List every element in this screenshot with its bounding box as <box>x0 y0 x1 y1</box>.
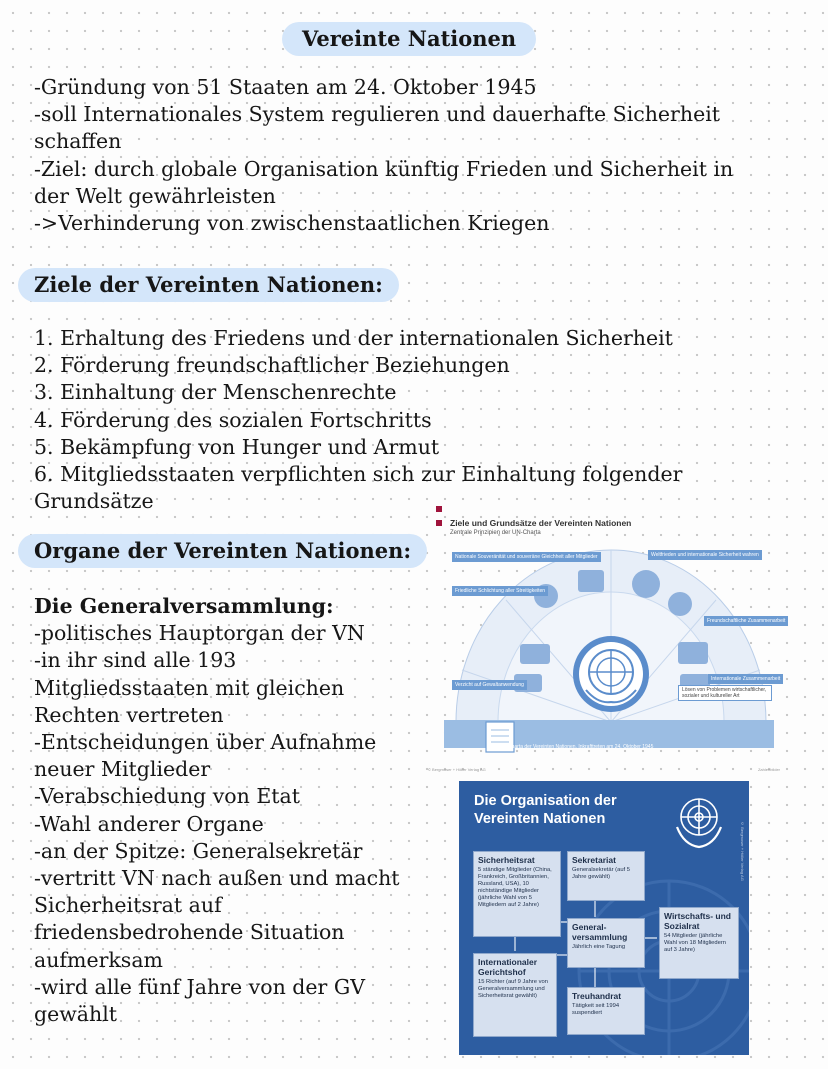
page-title: Vereinte Nationen <box>282 22 536 56</box>
ga-line: friedensbedrohende Situation <box>34 920 345 945</box>
goals-list <box>34 325 682 515</box>
box-heading: General-versammlung <box>572 922 628 942</box>
box-generalversammlung <box>567 918 645 968</box>
ga-line: Mitgliedsstaaten mit gleichen <box>34 675 345 700</box>
general-assembly-heading: Die Generalversammlung: <box>34 594 334 618</box>
figure-subtitle: Zentrale Prinzipien der UN-Charta <box>450 530 541 536</box>
box-body: 54 Mitglieder (jährliche Wahl von 18 Mitgliedern auf 3 Jahre) <box>664 933 726 953</box>
principle-label: Internationale Zusammenarbeit <box>708 674 783 684</box>
box-sekretariat <box>567 851 645 901</box>
figure-credit: © Bergmoser + Höller Verlag AG <box>428 767 486 772</box>
goal-item: 6. Mitgliedsstaaten verpflichten sich zur Einhaltung folgender <box>34 462 683 487</box>
goal-item: 5. Bekämpfung von Hunger und Armut <box>34 434 440 459</box>
box-body: Jährlich eine Tagung <box>572 944 626 950</box>
box-wirtschafts-und-sozialrat <box>659 907 739 979</box>
ga-line: -Wahl anderer Organe <box>34 811 264 836</box>
ga-line: -vertritt VN nach außen und macht <box>34 866 400 891</box>
box-body: 5 ständige Mitglieder (China, Frankreich, Großbritannien, Russland, USA), 10 nichtständige Mitglieder (jährliche Wahl von 5 Mitgliedern auf 2 Jahre) <box>478 867 552 908</box>
ga-line: -Verabschiedung von Etat <box>34 784 300 809</box>
un-principles-figure <box>428 504 786 774</box>
box-treuhandrat <box>567 987 645 1035</box>
box-body: Tätigkeit seit 1994 suspendiert <box>572 1003 620 1016</box>
goal-item: 3. Einhaltung der Menschenrechte <box>34 380 397 405</box>
box-heading: Sekretariat <box>572 855 616 865</box>
principle-sublabel: Lösen von Problemen wirtschaftlicher, sozialer und kultureller Art <box>678 685 772 701</box>
ga-line: Sicherheitsrat auf <box>34 893 222 918</box>
intro-line: der Welt gewährleisten <box>34 183 276 208</box>
general-assembly-section <box>34 593 400 1028</box>
principle-label: Nationale Souveränität und souveräne Gleichheit aller Mitglieder <box>452 552 601 562</box>
box-heading: Sicherheitsrat <box>478 855 535 865</box>
ga-line: neuer Mitglieder <box>34 757 211 782</box>
organisation-title-line: Die Organisation der <box>474 793 617 809</box>
intro-line: -soll Internationales System regulieren und dauerhafte Sicherheit <box>34 102 720 127</box>
charter-label: Charta der Vereinten Nationen, Inkrafttreten am 24. Oktober 1945 <box>508 744 654 750</box>
intro-line: schaffen <box>34 129 122 154</box>
box-body: Generalsekretär (auf 5 Jahre gewählt) <box>572 867 630 880</box>
intro-line: ->Verhinderung von zwischenstaatlichen Kriegen <box>34 211 550 236</box>
principle-label: Freundschaftliche Zusammenarbeit <box>704 616 788 626</box>
organisation-title-line: Vereinten Nationen <box>474 811 606 827</box>
charter-book-illustration <box>482 716 522 756</box>
organs-heading: Organe der Vereinten Nationen: <box>18 534 427 568</box>
ga-line: -wird alle fünf Jahre von der GV <box>34 974 366 999</box>
intro-line: -Ziel: durch globale Organisation künftig Frieden und Sicherheit in <box>34 156 734 181</box>
ga-line: -Entscheidungen über Aufnahme <box>34 730 377 755</box>
ga-line: aufmerksam <box>34 947 163 972</box>
goal-item: 2. Förderung freundschaftlicher Beziehungen <box>34 353 510 378</box>
ga-line: Rechten vertreten <box>34 702 224 727</box>
intro-text <box>34 74 733 237</box>
ga-line: -an der Spitze: Generalsekretär <box>34 838 363 863</box>
figure-credit-right: Zahlenbilder <box>757 767 780 772</box>
intro-line: -Gründung von 51 Staaten am 24. Oktober 1945 <box>34 75 537 99</box>
goal-item: 1. Erhaltung des Friedens und der internationalen Sicherheit <box>34 326 673 350</box>
principle-label: Weltfrieden und internationale Sicherheit wahren <box>648 550 762 560</box>
figure-title: Ziele und Grundsätze der Vereinten Nationen <box>450 518 632 528</box>
ga-line: gewählt <box>34 1002 118 1027</box>
ga-line: -politisches Hauptorgan der VN <box>34 621 365 646</box>
goals-heading: Ziele der Vereinten Nationen: <box>18 268 399 302</box>
box-body: 15 Richter (auf 9 Jahre von Generalversammlung und Sicherheitsrat gewählt) <box>478 979 548 999</box>
box-gerichtshof <box>473 953 557 1037</box>
goal-item: 4. Förderung des sozialen Fortschritts <box>34 407 432 432</box>
box-heading: Internationaler Gerichtshof <box>478 957 538 977</box>
principle-label: Verzicht auf Gewaltanwendung <box>452 680 527 690</box>
un-organisation-figure <box>459 781 749 1055</box>
box-heading: Treuhandrat <box>572 991 622 1001</box>
goal-item: Grundsätze <box>34 489 154 514</box>
organisation-credit: © Bergmoser + Höller Verlag AG <box>740 821 745 881</box>
principle-label: Friedliche Schlichtung aller Streitigkeiten <box>452 586 548 596</box>
box-sicherheitsrat <box>473 851 561 937</box>
box-heading: Wirtschafts- und Sozialrat <box>664 911 731 931</box>
ga-line: -in ihr sind alle 193 <box>34 648 237 673</box>
